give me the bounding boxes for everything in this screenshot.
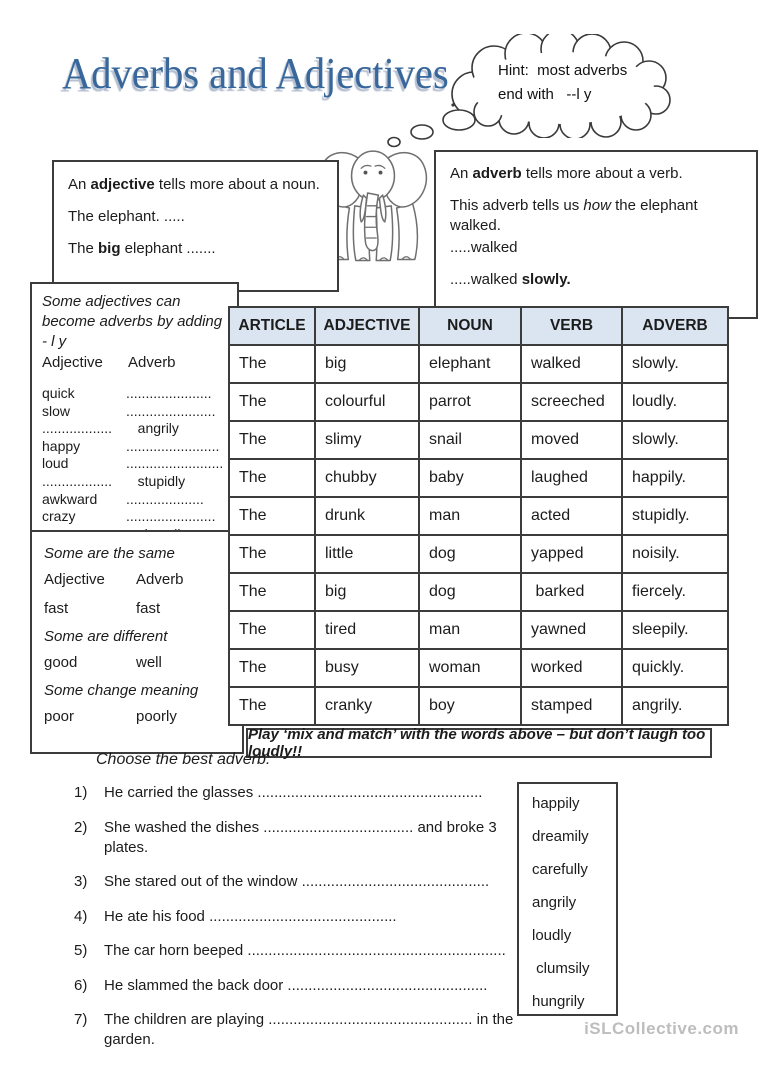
table-cell: The — [230, 460, 314, 496]
table-cell: dog — [418, 574, 520, 610]
table-row — [230, 610, 727, 648]
ly-row: .................. stupidly — [42, 472, 186, 489]
item-text: She washed the dishes .................................... and broke 3 plates. — [104, 818, 497, 856]
table-cell: drunk — [314, 498, 418, 534]
table-cell: noisily. — [621, 536, 727, 572]
word-bank-item: happily — [532, 795, 580, 812]
table-cell: acted — [520, 498, 621, 534]
table-cell: big — [314, 574, 418, 610]
column-header-adjective: Adjective — [42, 354, 103, 371]
section-heading-same: Some are the same — [44, 545, 175, 562]
table-cell: The — [230, 384, 314, 420]
item-text: She stared out of the window ............................................. — [104, 873, 490, 890]
table-cell: worked — [520, 650, 621, 686]
table-cell: laughed — [520, 460, 621, 496]
exercise-item — [74, 818, 519, 858]
table-cell: angrily. — [621, 688, 727, 724]
adjective-line-3: The big elephant ....... — [68, 240, 216, 257]
table-cell: slowly. — [621, 422, 727, 458]
table-row — [230, 686, 727, 724]
ly-panel-heading: Some adjectives can become adverbs by adding - l y — [42, 293, 223, 350]
table-cell: woman — [418, 650, 520, 686]
adverb-line-4: .....walked slowly. — [450, 271, 571, 288]
table-cell: The — [230, 612, 314, 648]
table-cell: snail — [418, 422, 520, 458]
table-cell: sleepily. — [621, 612, 727, 648]
table-cell: tired — [314, 612, 418, 648]
item-text: The car horn beeped .............................................................. — [104, 942, 506, 959]
page-title: Adverbs and Adjectives — [62, 49, 449, 98]
table-cell: colourful — [314, 384, 418, 420]
word-bank-item: carefully — [532, 861, 588, 878]
hint-text — [498, 59, 627, 107]
item-text: He carried the glasses ...................................................... — [104, 784, 483, 801]
table-row — [230, 344, 727, 382]
table-row — [230, 496, 727, 534]
table-cell: The — [230, 346, 314, 382]
table-cell: yapped — [520, 536, 621, 572]
exercise-list — [74, 783, 519, 1050]
table-cell: little — [314, 536, 418, 572]
table-cell: stupidly. — [621, 498, 727, 534]
ly-row: .................. angrily — [42, 420, 179, 437]
ly-panel-columns — [42, 354, 227, 371]
header-cell-verb: VERB — [520, 308, 621, 344]
table-cell: barked — [520, 574, 621, 610]
word-pair-fast: fast fast — [44, 600, 161, 617]
table-cell: The — [230, 422, 314, 458]
hint-line-1: Hint: most adverbs — [498, 62, 628, 79]
table-header-row — [230, 308, 727, 344]
column-header-adverb: Adverb — [128, 354, 176, 371]
header-cell-article: ARTICLE — [230, 308, 314, 344]
table-cell: parrot — [418, 384, 520, 420]
section-heading-different: Some are different — [44, 628, 168, 645]
table-cell: The — [230, 574, 314, 610]
item-text: He slammed the back door ................................................ — [104, 976, 488, 994]
word-bank-item: loudly — [532, 927, 572, 944]
word-pair-poor: poor poorly — [44, 708, 177, 725]
table-cell: The — [230, 650, 314, 686]
table-cell: busy — [314, 650, 418, 686]
word-bank-item: dreamily — [532, 828, 589, 845]
adjective-definition-box — [52, 160, 339, 292]
table-cell: cranky — [314, 688, 418, 724]
ly-row: crazy ....................... — [42, 508, 216, 525]
mix-match-banner: Play ‘mix and match’ with the words above – but don’t laugh too loudly!! — [246, 728, 712, 758]
table-cell: chubby — [314, 460, 418, 496]
ly-row: slow ....................... — [42, 402, 216, 419]
adverb-line-1: An adverb tells more about a verb. — [450, 165, 683, 182]
word-bank-item: hungrily — [532, 993, 585, 1010]
item-number: 7) — [74, 1011, 88, 1028]
ly-row: happy ........................ — [42, 437, 220, 454]
hint-line-2: end with --l y — [498, 86, 592, 103]
column-headers: Adjective Adverb — [44, 571, 184, 588]
table-cell: dog — [418, 536, 520, 572]
table-cell: big — [314, 346, 418, 382]
adjective-line-1: An adjective tells more about a noun. — [68, 176, 320, 193]
item-text: The children are playing ................................................. in the garden. — [104, 1011, 514, 1048]
table-cell: walked — [520, 346, 621, 382]
word-bank-item: clumsily — [532, 960, 590, 977]
ly-row: awkward .................... — [42, 490, 204, 507]
word-pair-good: good well — [44, 654, 162, 671]
table-cell: yawned — [520, 612, 621, 648]
table-cell: slowly. — [621, 346, 727, 382]
table-row — [230, 648, 727, 686]
table-cell: fiercely. — [621, 574, 727, 610]
section-heading-meaning: Some change meaning — [44, 682, 199, 699]
exercise-item — [74, 907, 519, 927]
table-row — [230, 420, 727, 458]
ly-conversion-panel — [30, 282, 239, 543]
islcollective-watermark: iSLCollective.com — [584, 1019, 739, 1038]
table-cell: man — [418, 612, 520, 648]
exercise-item — [74, 941, 519, 961]
exercise-heading: Choose the best adverb: — [96, 751, 271, 768]
adverb-line-3: .....walked — [450, 239, 518, 256]
table-row — [230, 572, 727, 610]
word-bank-item: angrily — [532, 894, 577, 911]
table-cell: stamped — [520, 688, 621, 724]
table-cell: moved — [520, 422, 621, 458]
table-cell: quickly. — [621, 650, 727, 686]
table-row — [230, 458, 727, 496]
same-different-panel — [30, 530, 244, 754]
table-cell: The — [230, 536, 314, 572]
item-number: 3) — [74, 873, 88, 890]
table-cell: The — [230, 688, 314, 724]
word-bank — [517, 782, 618, 1016]
table-cell: The — [230, 498, 314, 534]
table-cell: man — [418, 498, 520, 534]
exercise-item — [74, 1010, 519, 1050]
table-row — [230, 382, 727, 420]
ly-row: quick ...................... — [42, 385, 212, 401]
ly-row: loud ......................... — [42, 455, 224, 472]
table-cell: boy — [418, 688, 520, 724]
table-row — [230, 534, 727, 572]
header-cell-noun: NOUN — [418, 308, 520, 344]
table-cell: elephant — [418, 346, 520, 382]
item-number: 2) — [74, 818, 88, 836]
table-cell: baby — [418, 460, 520, 496]
adverb-definition-box — [434, 150, 758, 319]
exercise-item — [74, 872, 519, 892]
item-number: 5) — [74, 942, 88, 959]
table-cell: loudly. — [621, 384, 727, 420]
header-cell-adverb: ADVERB — [621, 308, 727, 344]
item-number: 1) — [74, 784, 88, 801]
item-text: He ate his food ............................................. — [104, 907, 397, 925]
item-number: 6) — [74, 976, 88, 994]
adjective-line-2: The elephant. ..... — [68, 208, 185, 225]
grammar-table — [228, 306, 729, 726]
exercise-item — [74, 976, 519, 996]
exercise-item — [74, 783, 519, 803]
header-cell-adjective: ADJECTIVE — [314, 308, 418, 344]
table-cell: happily. — [621, 460, 727, 496]
table-cell: slimy — [314, 422, 418, 458]
item-number: 4) — [74, 907, 88, 925]
adverb-line-2: This adverb tells us how the elephant walked. — [450, 197, 698, 234]
table-cell: screeched — [520, 384, 621, 420]
